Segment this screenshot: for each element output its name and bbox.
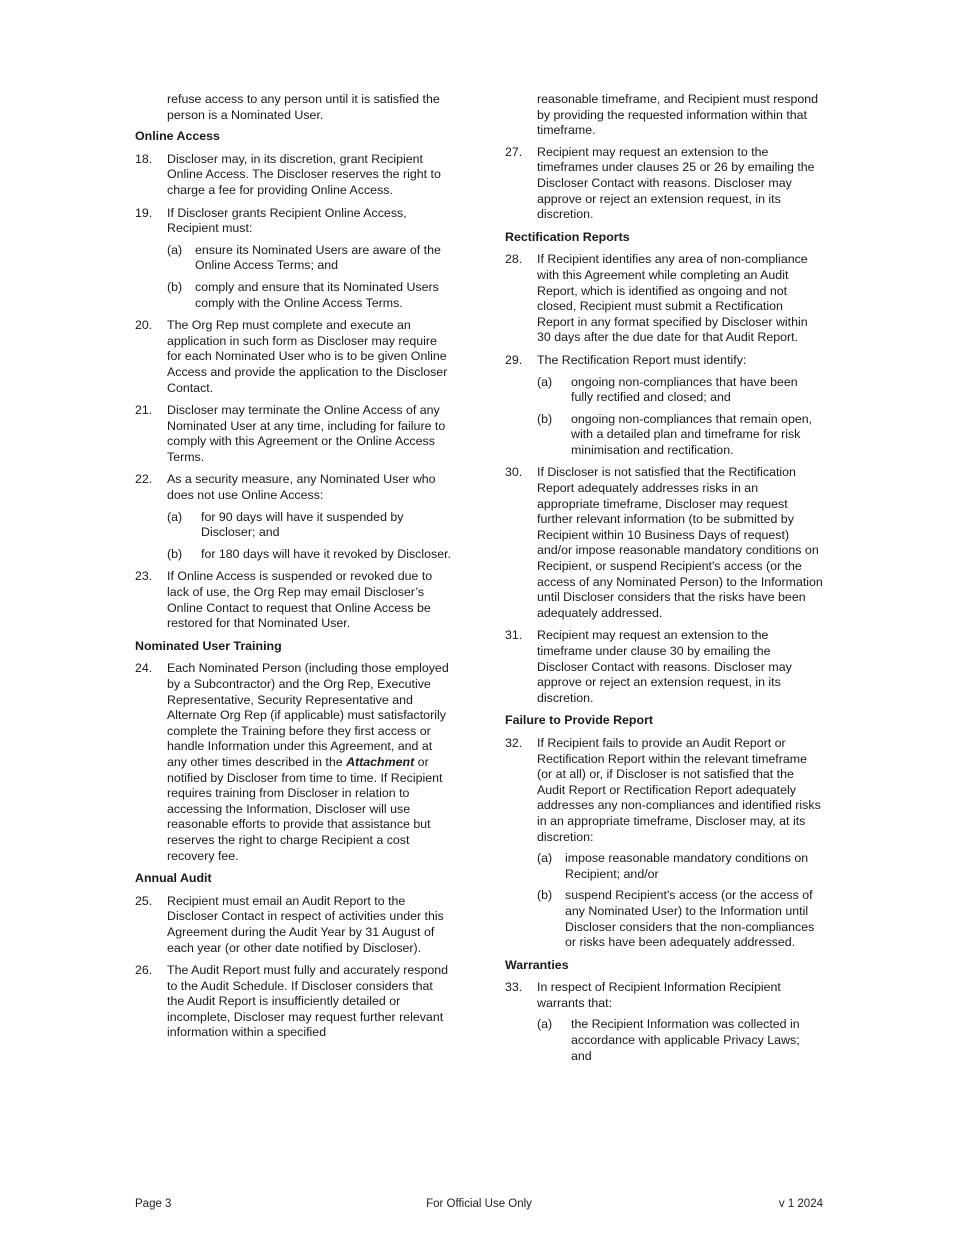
clause-19 [135,206,453,237]
clause-22-b [167,547,453,563]
clause-number: 24. [135,661,153,676]
continued-text: refuse access to any person until it is satisfied the person is a Nominated User. [167,92,440,122]
clause-text: If Recipient identifies any area of non-compliance with this Agreement while completing an Audit Report, which is identified as ongoing and not closed, Recipient must submit a Rectification Report in any format specified by Discloser within 30 days after the due date for that Audit Report. [537,252,808,345]
clause-22 [135,472,453,503]
sub-label: (b) [537,411,553,426]
heading-rectification-reports: Rectification Reports [505,229,630,244]
clause-number: 27. [505,144,523,159]
clause-33-a [537,1017,823,1064]
clause-29-b [537,412,823,459]
sub-text: for 180 days will have it revoked by Discloser. [201,546,451,561]
left-column [135,92,453,1048]
sub-label: (b) [167,546,183,561]
clause-number: 19. [135,205,153,220]
clause-number: 25. [135,893,153,908]
clause-number: 22. [135,472,153,487]
clause-18 [135,152,453,199]
clause-33 [505,980,823,1011]
clause-text: Each Nominated Person (including those employed by a Subcontractor) and the Org Rep, Executive Representative, Security Representative and Alternate Org Rep (if applicable) must satisfactorily complete the Training before they first access or handle Information under this Agreement, and at any other times described in the [167,661,449,769]
sub-label: (b) [537,888,553,903]
continued-text: reasonable timeframe, and Recipient must respond by providing the requested information within that timeframe. [537,92,819,138]
heading-annual-audit: Annual Audit [135,871,212,886]
clause-19-b [167,280,453,311]
clause-32-a [537,851,823,882]
clause-number: 28. [505,252,523,267]
sub-text: impose reasonable mandatory conditions on Recipient; and/or [565,851,809,881]
clause-19-a [167,243,453,274]
sub-text: comply and ensure that its Nominated Users comply with the Online Access Terms. [195,279,439,310]
clause-number: 29. [505,352,523,367]
clause-text: As a security measure, any Nominated User who does not use Online Access: [167,472,436,503]
attachment-term: Attachment [346,754,415,769]
page-footer [135,1197,823,1213]
clause-text: Recipient must email an Audit Report to the Discloser Contact in respect of activities under this Agreement during the Audit Year by 31 August of each year (or other date notified by Discloser). [167,893,444,955]
clause-text: The Audit Report must fully and accurately respond to the Audit Schedule. If Discloser considers that the Audit Report is insufficiently detailed or incomplete, Discloser may request further relevant information within a specified [167,963,449,1040]
sub-text: for 90 days will have it suspended by Discloser; and [201,509,404,540]
clause-29 [505,353,823,369]
clause-text: The Org Rep must complete and execute an application in such form as Discloser may require for each Nominated User who is to be given Online Access and provide the application to the Discloser Contact. [167,318,448,395]
classification-label: For Official Use Only [426,1198,532,1210]
clause-28 [505,252,823,346]
sub-label: (a) [167,242,183,257]
clause-31 [505,628,823,706]
heading-nominated-user-training: Nominated User Training [135,638,282,653]
right-column [505,92,823,1064]
clause-32 [505,736,823,845]
page-number: Page 3 [135,1198,172,1210]
sub-text: ongoing non-compliances that remain open, with a detailed plan and timeframe for risk minimisation and rectification. [571,411,813,457]
clause-number: 23. [135,569,153,584]
clause-24 [135,661,453,864]
clause-text: If Discloser is not satisfied that the Rectification Report adequately addresses risks in an appropriate timeframe, Discloser may request further relevant information (to be submitted by Recipient within 10 Business Days of request) and/or impose reasonable mandatory conditions on Recipient, or suspend Recipient's access (or the access of any Nominated Person) to the Information until Discloser considers that the risks have been adequately addressed. [537,465,823,620]
sub-label: (a) [167,509,183,524]
clause-26 [135,963,453,1041]
clause-text: The Rectification Report must identify: [537,352,747,367]
clause-number: 33. [505,980,523,995]
clause-text: If Online Access is suspended or revoked due to lack of use, the Org Rep may email Discloser’s Online Contact to request that Online Access be restored for that Nominated User. [167,569,433,631]
clause-21 [135,403,453,465]
clause-text: If Recipient fails to provide an Audit Report or Rectification Report within the relevant timeframe (or at all) or, if Discloser is not satisfied that the Audit Report or Rectification Report adequately addresses any non-compliances and identified risks in an appropriate timeframe, Discloser may, at its discretion: [537,735,821,844]
clause-number: 26. [135,963,153,978]
clause-number: 18. [135,151,153,166]
sub-text: ongoing non-compliances that have been fully rectified and closed; and [571,374,798,405]
clause-22-a [167,510,453,541]
clause-text: Discloser may terminate the Online Access of any Nominated User at any time, including for failure to comply with this Agreement or the Online Access Terms. [167,403,446,464]
heading-warranties: Warranties [505,957,569,972]
sub-text: suspend Recipient's access (or the access of any Nominated User) to the Information until Discloser considers that the non-compliances or risks have been adequately addressed. [565,888,815,950]
clause-number: 20. [135,318,153,333]
heading-failure-to-provide-report: Failure to Provide Report [505,713,654,728]
sub-label: (b) [167,279,183,294]
clause-25 [135,894,453,956]
clause-27 [505,145,823,223]
clause-number: 30. [505,465,523,480]
sub-label: (a) [537,851,553,866]
clause-30 [505,465,823,621]
clause-20 [135,318,453,396]
sub-label: (a) [537,1017,553,1032]
clause-text-cont: or notified by Discloser from time to time. If Recipient requires training from Discloser in relation to accessing the Information, Discloser will use reasonable efforts to provide that assistance but reserves the right to charge Recipient a cost recovery fee. [167,754,443,863]
clause-23 [135,569,453,631]
clause-29-a [537,375,823,406]
clause-number: 21. [135,403,153,418]
sub-text: the Recipient Information was collected in accordance with applicable Privacy Laws; and [571,1017,800,1063]
heading-online-access: Online Access [135,129,220,144]
clause-number: 32. [505,735,523,750]
clause-text: Recipient may request an extension to the timeframes under clauses 25 or 26 by emailing the Discloser Contact with reasons. Discloser may approve or reject an extension request, in its discretion. [537,144,815,222]
clause-text: Discloser may, in its discretion, grant Recipient Online Access. The Discloser reserves the right to charge a fee for providing Online Access. [167,151,441,197]
clause-text: If Discloser grants Recipient Online Access, Recipient must: [167,205,407,236]
sub-text: ensure its Nominated Users are aware of the Online Access Terms; and [195,242,441,273]
clause-number: 31. [505,628,523,643]
clause-text: In respect of Recipient Information Recipient warrants that: [537,980,781,1010]
clause-32-b [537,888,823,950]
sub-label: (a) [537,374,553,389]
clause-text: Recipient may request an extension to the timeframe under clause 30 by emailing the Discloser Contact with reasons. Discloser may approve or reject an extension request, in its discretion. [537,628,792,705]
version-label: v 1 2024 [778,1198,823,1210]
